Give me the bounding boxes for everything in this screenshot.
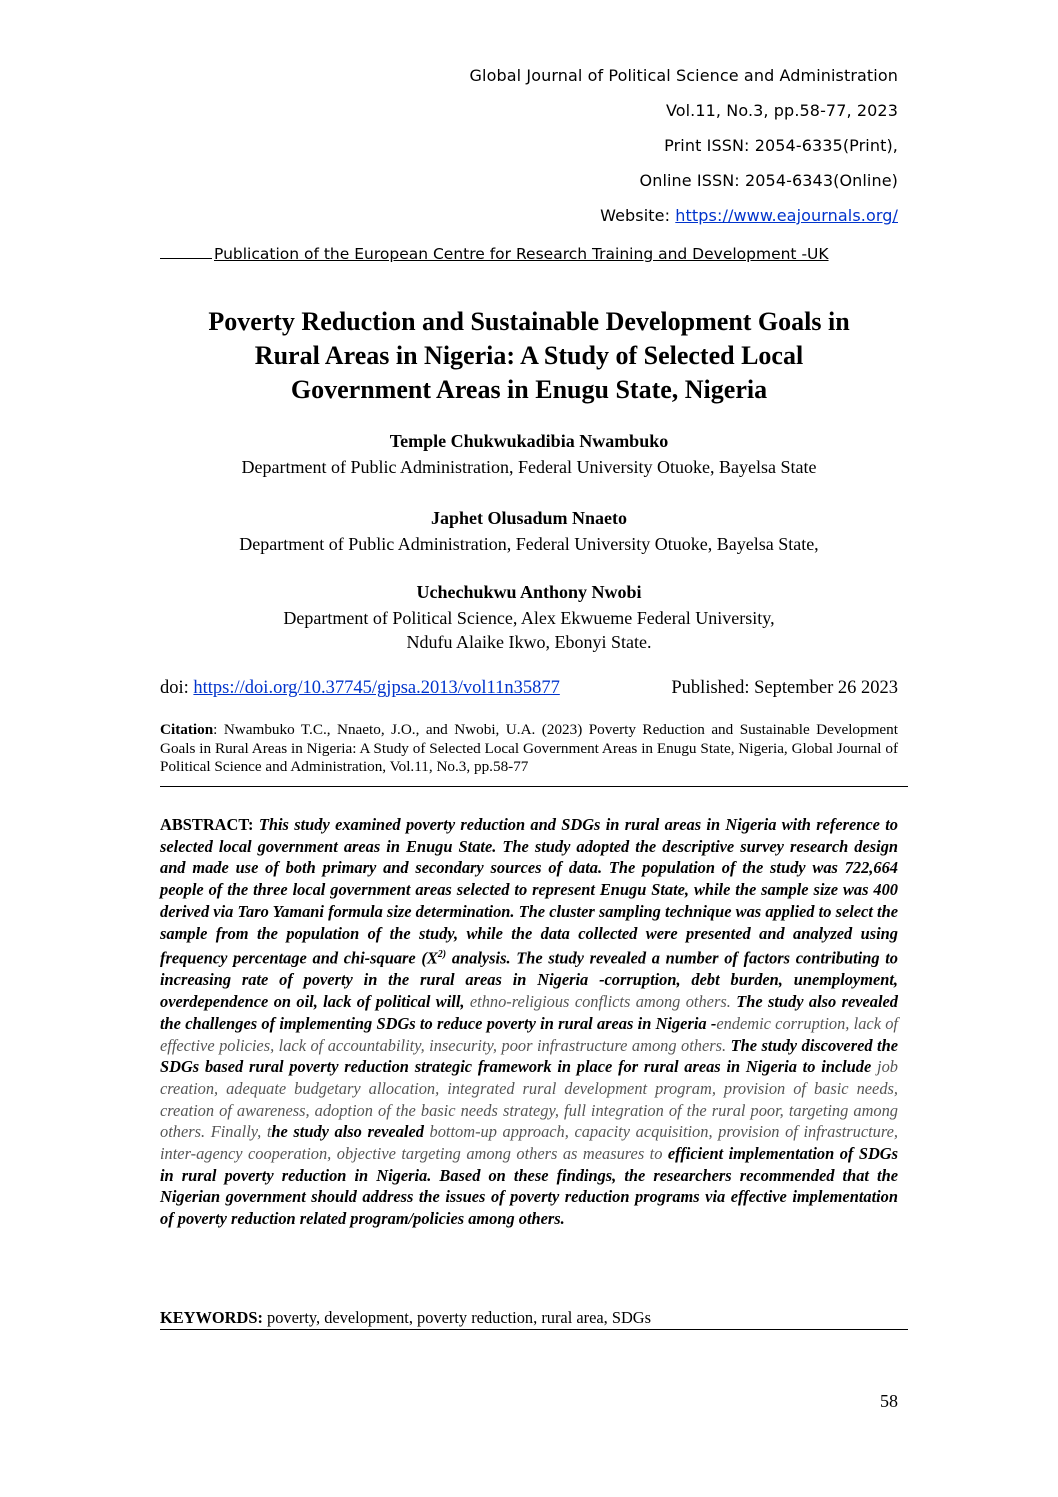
- abstract-seg-8: he study also revealed: [271, 1122, 424, 1142]
- title-line-3: Government Areas in Enugu State, Nigeria: [290, 375, 768, 404]
- doi-link[interactable]: https://doi.org/10.37745/gjpsa.2013/vol11n35877: [193, 678, 560, 698]
- abstract-seg-9: bottom-up approach, capacity acquisition, provision of infrastructure, inter-agency cooperation, objective targeting among others as measures to: [160, 1122, 899, 1164]
- author-affiliation-3: [160, 606, 898, 654]
- author-name-1: Temple Chukwukadibia Nwambuko: [389, 431, 669, 451]
- doi-line: [160, 678, 898, 699]
- abstract-seg-10: efficient implementation of SDGs in rural poverty reduction in Nigeria. Based on these findings, the researchers recommended that the Nigerian government should address the issues of poverty reduction programs via effective implementation of poverty reduction related program/policies among others.: [160, 1144, 898, 1229]
- abstract-seg-6: The study discovered the SDGs based rural poverty reduction strategic framework in place for rural areas in Nigeria to include: [160, 1035, 898, 1077]
- author-name-2: Japhet Olusadum Nnaeto: [430, 508, 628, 528]
- divider-bottom: [160, 1329, 908, 1330]
- website-line: [600, 206, 898, 225]
- paper-title: [160, 305, 898, 407]
- citation-label: Citation: [160, 721, 214, 738]
- author-affiliation-1: Department of Public Administration, Federal University Otuoke, Bayelsa State: [241, 457, 817, 477]
- abstract: [160, 814, 898, 1230]
- author-name-3: Uchechukwu Anthony Nwobi: [416, 582, 642, 602]
- journal-name: Global Journal of Political Science and Administration: [469, 66, 898, 85]
- affiliation-3-line-1: Department of Political Science, Alex Ekwueme Federal University,: [283, 608, 775, 628]
- keywords-text: poverty, development, poverty reduction, rural area, SDGs: [262, 1308, 651, 1327]
- abstract-label: ABSTRACT:: [160, 815, 254, 834]
- abstract-seg-5: endemic corruption, lack of effective policies, lack of accountability, insecurity, poor infrastructure among others.: [160, 1013, 898, 1055]
- divider-top: [160, 786, 908, 787]
- website-link[interactable]: https://www.eajournals.org/: [675, 206, 898, 225]
- abstract-superscript: 2): [437, 949, 447, 961]
- publication-line: [160, 244, 898, 263]
- keywords: [160, 1308, 898, 1328]
- page-number: 58: [880, 1391, 898, 1411]
- abstract-seg-4: The study also revealed the challenges of implementing SDGs to reduce poverty in rural areas in Nigeria -: [160, 992, 898, 1033]
- abstract-seg-3: ethno-religious conflicts among others.: [464, 992, 731, 1012]
- title-line-1: Poverty Reduction and Sustainable Development Goals in: [208, 307, 850, 336]
- abstract-seg-2: analysis. The study revealed a number of factors contributing to increasing rate of poverty in the rural areas in Nigeria -corruption, debt burden, unemployment, overdependence on oil, lack of political will,: [160, 948, 898, 1012]
- publication-text: Publication of the European Centre for Research Training and Development -UK: [214, 245, 829, 263]
- published-date: Published: September 26 2023: [671, 678, 898, 698]
- abstract-seg-1: This study examined poverty reduction and SDGs in rural areas in Nigeria with reference to selected local government areas in Enugu State. The study adopted the descriptive survey research design and made use of both primary and secondary sources of data. The population of the study was 722,664 people of the three local government areas selected to represent Enugu State, while the sample size was 400 derived via Taro Yamani formula size determination. The cluster sampling technique was applied to select the sample from the population of the study, while the data collected were presented and analyzed using frequency percentage and chi-square (X: [160, 815, 898, 968]
- online-issn: Online ISSN: 2054-6343(Online): [639, 171, 898, 190]
- keywords-label: KEYWORDS:: [160, 1308, 263, 1327]
- title-line-2: Rural Areas in Nigeria: A Study of Selected Local: [254, 341, 804, 370]
- affiliation-3-line-2: Ndufu Alaike Ikwo, Ebonyi State.: [406, 632, 652, 652]
- citation-text: : Nwambuko T.C., Nnaeto, J.O., and Nwobi, U.A. (2023) Poverty Reduction and Sustainable Development Goals in Rural Areas in Nigeria: A Study of Selected Local Government Areas in Enugu State, Nigeria, Global Journal of Political Science and Administration, Vol.11, No.3, pp.58-77: [160, 721, 898, 775]
- volume-info: Vol.11, No.3, pp.58-77, 2023: [665, 101, 898, 120]
- doi-label: doi:: [160, 678, 194, 698]
- website-label: Website:: [600, 206, 676, 225]
- print-issn: Print ISSN: 2054-6335(Print),: [664, 136, 898, 155]
- citation: [160, 721, 898, 777]
- abstract-seg-7: job creation, adequate budgetary allocation, integrated rural development program, provision of basic needs, creation of awareness, adoption of the basic needs strategy, full integration of the rural poor, targeting among others. Finally, t: [160, 1057, 898, 1142]
- underline-spacer: [160, 244, 212, 259]
- author-affiliation-2: Department of Public Administration, Federal University Otuoke, Bayelsa State,: [239, 534, 819, 554]
